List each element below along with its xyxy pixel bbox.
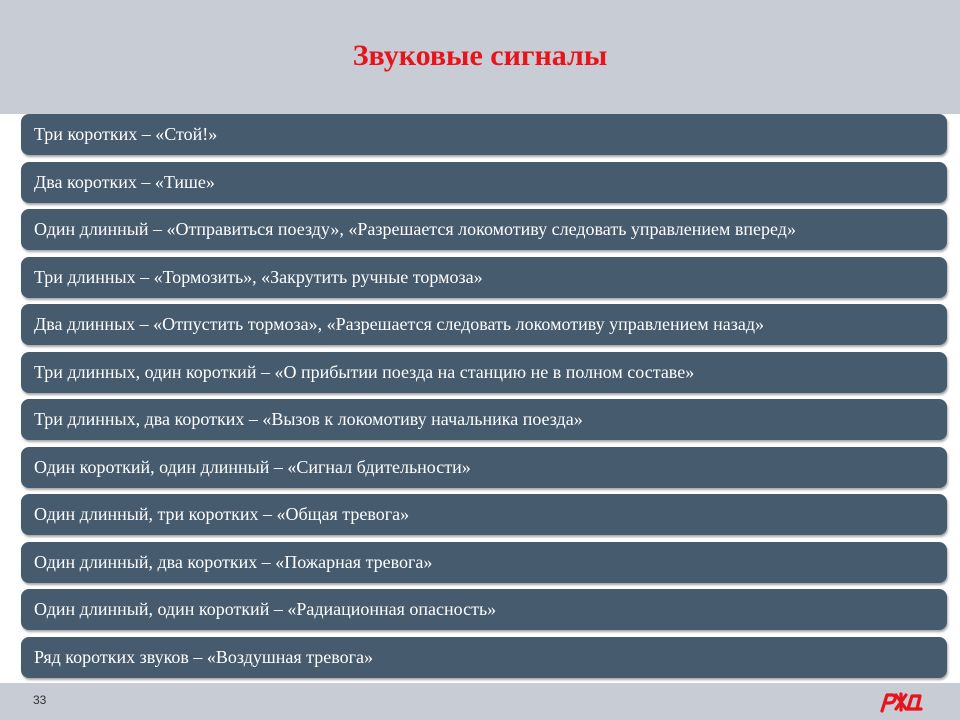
signal-item: Два длинных – «Отпустить тормоза», «Разрешается следовать локомотиву управлением назад»: [21, 304, 947, 345]
signal-item: Три коротких – «Стой!»: [21, 114, 947, 155]
slide-title: Звуковые сигналы: [352, 39, 608, 72]
signal-item: Один длинный, два коротких – «Пожарная тревога»: [21, 542, 947, 583]
signal-item: Один длинный – «Отправиться поезду», «Разрешается локомотиву следовать управлением вперед»: [21, 209, 947, 250]
signal-item: Три длинных, два коротких – «Вызов к локомотиву начальника поезда»: [21, 399, 947, 440]
page-number: 33: [33, 693, 47, 707]
rzd-logo-icon: [876, 689, 926, 715]
signal-item: Один длинный, три коротких – «Общая тревога»: [21, 494, 947, 535]
signal-item: Один длинный, один короткий – «Радиационная опасность»: [21, 589, 947, 630]
slide-footer: [0, 683, 960, 720]
signal-item: Три длинных – «Тормозить», «Закрутить ручные тормоза»: [21, 257, 947, 298]
signal-item: Ряд коротких звуков – «Воздушная тревога»: [21, 637, 947, 678]
signal-item: Три длинных, один короткий – «О прибытии поезда на станцию не в полном составе»: [21, 352, 947, 393]
signal-item: Один короткий, один длинный – «Сигнал бдительности»: [21, 447, 947, 488]
signal-item: Два коротких – «Тише»: [21, 162, 947, 203]
slide-header: [0, 0, 960, 114]
